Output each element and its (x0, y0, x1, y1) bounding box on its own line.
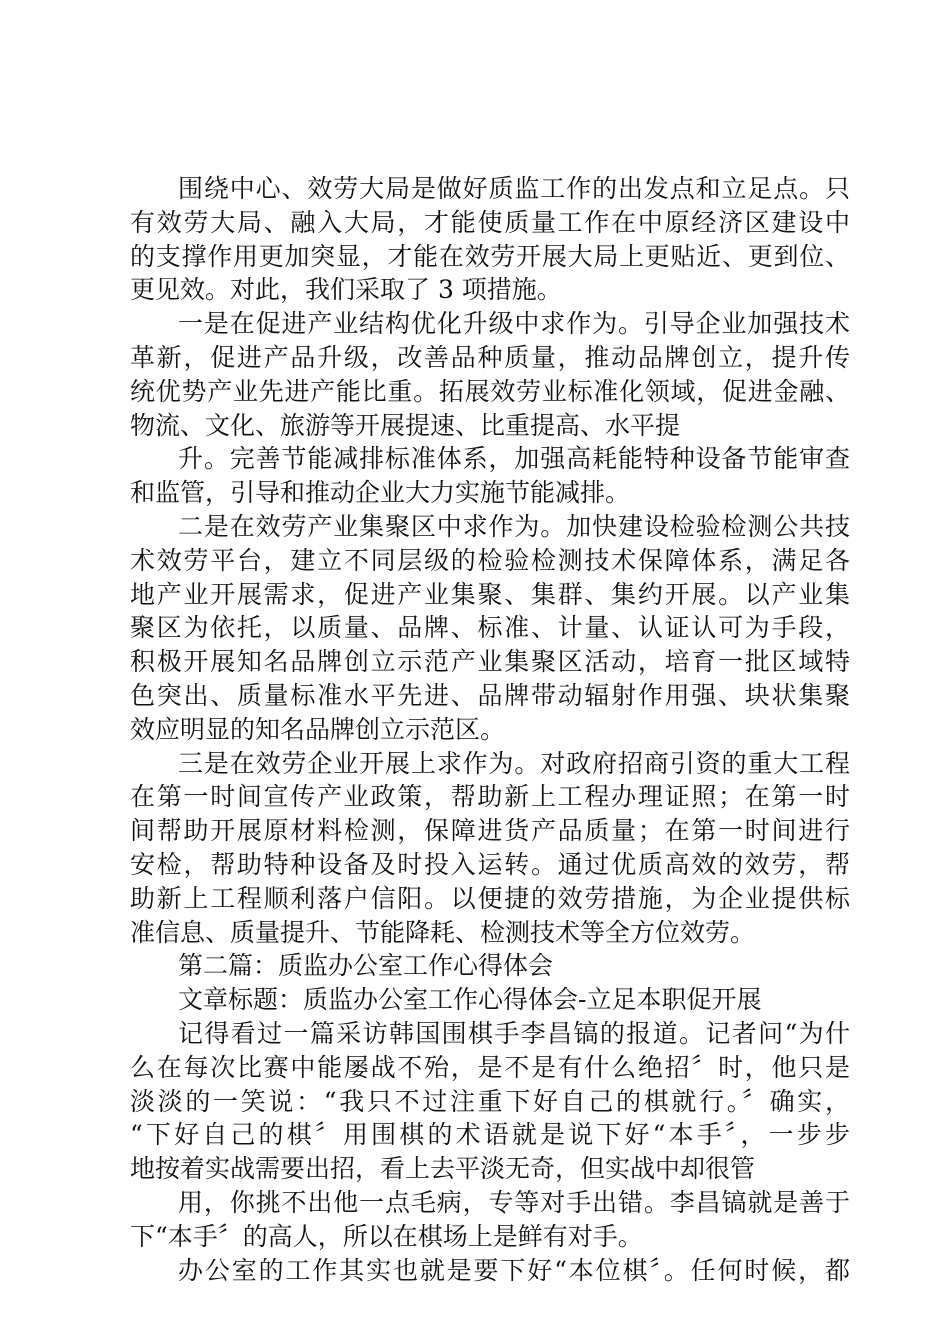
text-line: 升。完善节能减排标准体系，加强高耗能特种设备节能审查 (178, 444, 850, 474)
text-line: “下好自己的棋〞用围棋的术语就是说下好“本手〞，一步步 (130, 1120, 850, 1150)
text-line: 淡淡的一笑说：“我只不过注重下好自己的棋就行。〞确实， (130, 1086, 850, 1116)
text-line: 聚区为依托，以质量、品牌、标准、计量、认证认可为手段， (130, 613, 850, 643)
text-line: 的支撑作用更加突显，才能在效劳开展大局上更贴近、更到位、 (130, 241, 850, 271)
text-line: 更见效。对此，我们采取了 3 项措施。 (130, 275, 562, 305)
text-line: 二是在效劳产业集聚区中求作为。加快建设检验检测公共技 (178, 511, 850, 541)
text-line: 地按着实战需要出招，看上去平淡无奇，但实战中却很管 (130, 1154, 756, 1184)
text-line: 记得看过一篇采访韩国围棋手李昌镐的报道。记者问“为什 (178, 1018, 850, 1048)
text-line: 用，你挑不出他一点毛病，专等对手出错。李昌镐就是善于 (178, 1187, 850, 1217)
text-line: 么在每次比赛中能屡战不殆，是不是有什么绝招〞时，他只是 (130, 1052, 850, 1082)
text-line: 地产业开展需求，促进产业集聚、集群、集约开展。以产业集 (130, 579, 850, 609)
text-line: 和监管，引导和推动企业大力实施节能减排。 (130, 478, 631, 508)
text-line: 物流、文化、旅游等开展提速、比重提高、水平提 (130, 410, 681, 440)
text-line: 准信息、质量提升、节能降耗、检测技术等全方位效劳。 (130, 917, 756, 947)
text-line: 统优势产业先进产能比重。拓展效劳业标准化领域，促进金融、 (130, 376, 850, 406)
text-line: 有效劳大局、融入大局，才能使质量工作在中原经济区建设中 (130, 207, 850, 237)
text-line: 色突出、质量标准水平先进、品牌带动辐射作用强、块状集聚 (130, 680, 850, 710)
text-line: 安检，帮助特种设备及时投入运转。通过优质高效的效劳，帮 (130, 849, 850, 879)
text-line: 文章标题：质监办公室工作心得体会-立足本职促开展 (178, 985, 762, 1015)
text-line: 积极开展知名品牌创立示范产业集聚区活动，培育一批区域特 (130, 647, 850, 677)
text-line: 助新上工程顺利落户信阳。以便捷的效劳措施，为企业提供标 (130, 883, 850, 913)
text-line: 术效劳平台，建立不同层级的检验检测技术保障体系，满足各 (130, 545, 850, 575)
text-line: 一是在促进产业结构优化升级中求作为。引导企业加强技术 (178, 309, 850, 339)
text-line: 办公室的工作其实也就是要下好“本位棋〞。任何时候，都 (178, 1255, 850, 1285)
text-line: 第二篇：质监办公室工作心得体会 (178, 951, 554, 981)
text-line: 革新，促进产品升级，改善品种质量，推动品牌创立，提升传 (130, 342, 850, 372)
text-line: 下“本手〞的高人，所以在棋场上是鲜有对手。 (130, 1221, 643, 1251)
text-line: 在第一时间宣传产业政策，帮助新上工程办理证照；在第一时 (130, 782, 850, 812)
text-line: 围绕中心、效劳大局是做好质监工作的出发点和立足点。只 (178, 174, 850, 203)
text-line: 三是在效劳企业开展上求作为。对政府招商引资的重大工程 (178, 748, 850, 778)
text-line: 间帮助开展原材料检测，保障进货产品质量；在第一时间进行 (130, 816, 850, 846)
text-line: 效应明显的知名品牌创立示范区。 (130, 714, 506, 744)
body-text (130, 172, 850, 1287)
